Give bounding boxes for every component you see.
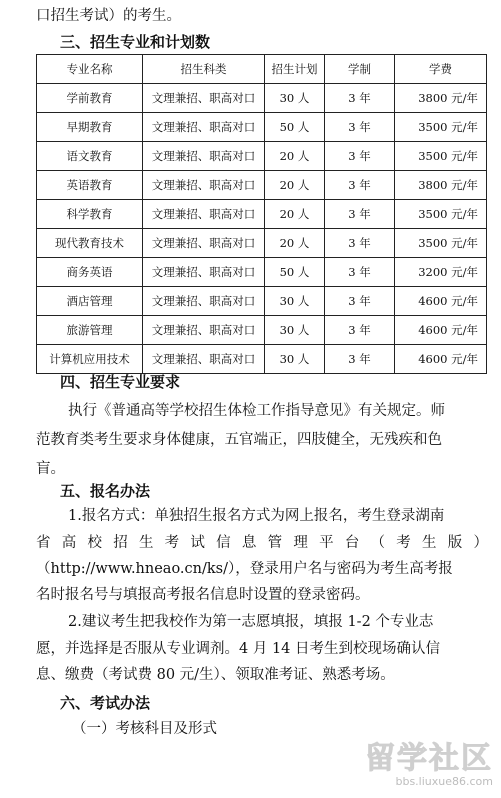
header-duration: 学制 xyxy=(325,55,395,84)
header-category: 招生科类 xyxy=(143,55,265,84)
cell-fee: 4600 元/年 xyxy=(395,345,487,374)
cell-duration: 3 年 xyxy=(325,229,395,258)
section4-line-3: 盲。 xyxy=(36,461,65,477)
intro-tail: 口招生考试）的考生。 xyxy=(36,8,181,24)
section4-heading: 四、招生专业要求 xyxy=(60,373,181,391)
enrollment-plan-table xyxy=(36,54,487,374)
cell-duration: 3 年 xyxy=(325,316,395,345)
section5-p2-line-2: 愿，并选择是否服从专业调剂。4 月 14 日考生到校现场确认信 xyxy=(36,641,441,657)
cell-category: 文理兼招、职高对口 xyxy=(143,345,265,374)
cell-duration: 3 年 xyxy=(325,258,395,287)
cell-category: 文理兼招、职高对口 xyxy=(143,171,265,200)
cell-plan: 20 人 xyxy=(265,200,325,229)
cell-fee: 3500 元/年 xyxy=(395,229,487,258)
cell-category: 文理兼招、职高对口 xyxy=(143,142,265,171)
cell-plan: 20 人 xyxy=(265,171,325,200)
cell-major: 科学教育 xyxy=(37,200,143,229)
watermark-title: 留学社区 xyxy=(365,741,493,776)
section6-subheading: （一）考核科目及形式 xyxy=(72,721,217,737)
section3-heading: 三、招生专业和计划数 xyxy=(60,33,211,51)
cell-duration: 3 年 xyxy=(325,171,395,200)
cell-duration: 3 年 xyxy=(325,113,395,142)
watermark-url: bbs.liuxue86.com xyxy=(395,775,493,788)
table-row xyxy=(37,316,487,345)
section6-heading: 六、考试办法 xyxy=(60,694,151,712)
section5-p1-line-3: （http://www.hneao.cn/ks/），登录用户名与密码为考生高考报 xyxy=(36,561,453,577)
cell-plan: 30 人 xyxy=(265,316,325,345)
cell-fee: 3200 元/年 xyxy=(395,258,487,287)
section4-line-1: 执行《普通高等学校招生体检工作指导意见》有关规定。师 xyxy=(68,403,445,419)
cell-fee: 4600 元/年 xyxy=(395,287,487,316)
cell-plan: 50 人 xyxy=(265,258,325,287)
cell-duration: 3 年 xyxy=(325,142,395,171)
section5-heading: 五、报名办法 xyxy=(60,482,151,500)
cell-major: 英语教育 xyxy=(37,171,143,200)
table-row xyxy=(37,200,487,229)
table-row xyxy=(37,287,487,316)
cell-duration: 3 年 xyxy=(325,287,395,316)
cell-duration: 3 年 xyxy=(325,84,395,113)
table-body xyxy=(37,84,487,374)
cell-major: 计算机应用技术 xyxy=(37,345,143,374)
cell-major: 商务英语 xyxy=(37,258,143,287)
section5-p2-line-3: 息、缴费（考试费 80 元/生）、领取准考证、熟悉考场。 xyxy=(36,667,395,683)
section5-p1-line-4: 名时报名号与填报高考报名信息时设置的登录密码。 xyxy=(36,587,370,603)
cell-category: 文理兼招、职高对口 xyxy=(143,113,265,142)
header-major: 专业名称 xyxy=(37,55,143,84)
cell-fee: 3500 元/年 xyxy=(395,200,487,229)
section5-p2-line-1: 2.建议考生把我校作为第一志愿填报，填报 1-2 个专业志 xyxy=(68,614,434,630)
cell-plan: 20 人 xyxy=(265,142,325,171)
table-row xyxy=(37,84,487,113)
table-row xyxy=(37,258,487,287)
cell-fee: 3800 元/年 xyxy=(395,84,487,113)
table-row xyxy=(37,345,487,374)
table-header-row xyxy=(37,55,487,84)
section4-line-2: 范教育类考生要求身体健康，五官端正，四肢健全，无残疾和色 xyxy=(36,432,442,448)
cell-fee: 3500 元/年 xyxy=(395,142,487,171)
site-watermark xyxy=(365,733,493,788)
cell-category: 文理兼招、职高对口 xyxy=(143,84,265,113)
cell-category: 文理兼招、职高对口 xyxy=(143,316,265,345)
header-fee: 学费 xyxy=(395,55,487,84)
cell-major: 现代教育技术 xyxy=(37,229,143,258)
cell-fee: 3800 元/年 xyxy=(395,171,487,200)
cell-fee: 4600 元/年 xyxy=(395,316,487,345)
cell-category: 文理兼招、职高对口 xyxy=(143,229,265,258)
table-row xyxy=(37,113,487,142)
cell-plan: 20 人 xyxy=(265,229,325,258)
cell-major: 旅游管理 xyxy=(37,316,143,345)
cell-major: 学前教育 xyxy=(37,84,143,113)
cell-plan: 50 人 xyxy=(265,113,325,142)
cell-duration: 3 年 xyxy=(325,200,395,229)
cell-major: 酒店管理 xyxy=(37,287,143,316)
cell-category: 文理兼招、职高对口 xyxy=(143,258,265,287)
cell-plan: 30 人 xyxy=(265,287,325,316)
section5-p1-line-2: 省 高 校 招 生 考 试 信 息 管 理 平 台 （ 考 生 版 ） xyxy=(36,535,488,551)
table-row xyxy=(37,142,487,171)
table-row xyxy=(37,229,487,258)
table-row xyxy=(37,171,487,200)
cell-category: 文理兼招、职高对口 xyxy=(143,287,265,316)
cell-major: 早期教育 xyxy=(37,113,143,142)
cell-plan: 30 人 xyxy=(265,345,325,374)
cell-fee: 3500 元/年 xyxy=(395,113,487,142)
header-plan: 招生计划 xyxy=(265,55,325,84)
cell-duration: 3 年 xyxy=(325,345,395,374)
cell-major: 语文教育 xyxy=(37,142,143,171)
cell-category: 文理兼招、职高对口 xyxy=(143,200,265,229)
section5-p1-line-1: 1.报名方式：单独招生报名方式为网上报名，考生登录湖南 xyxy=(68,508,445,524)
cell-plan: 30 人 xyxy=(265,84,325,113)
